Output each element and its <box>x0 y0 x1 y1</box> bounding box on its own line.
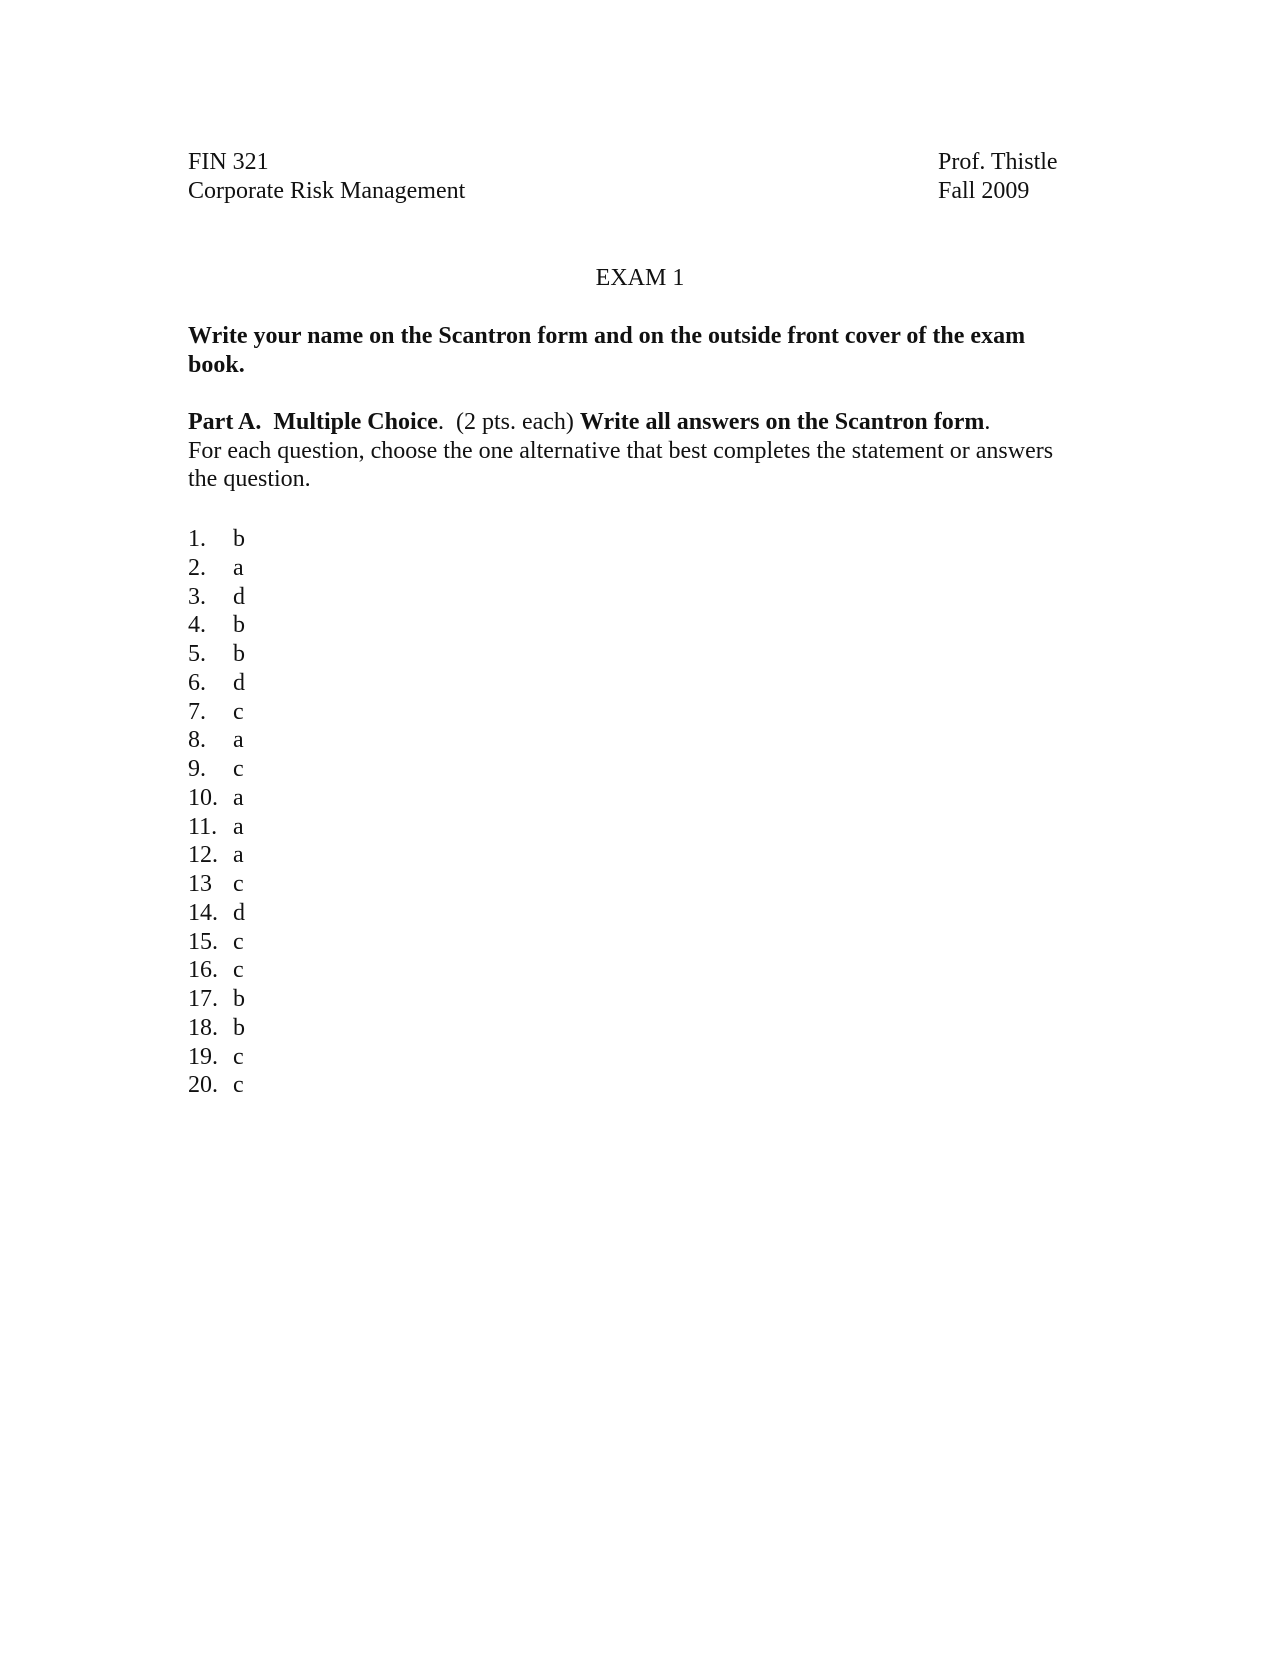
question-number: 10. <box>188 784 218 811</box>
part-a-subtitle: Multiple Choice <box>273 409 438 435</box>
question-number: 16. <box>188 957 218 984</box>
general-instruction: Write your name on the Scantron form and on the outside front cover of the exam book. <box>188 323 1026 378</box>
answer-row <box>188 813 245 842</box>
answer-row <box>188 698 245 727</box>
answer-row <box>188 525 245 554</box>
professor-name: Prof. Thistle <box>938 149 1058 175</box>
answer-letter: a <box>233 842 244 869</box>
answer-row <box>188 1071 245 1100</box>
question-number: 20. <box>188 1072 218 1099</box>
question-number: 19. <box>188 1043 218 1070</box>
question-number: 11. <box>188 813 218 840</box>
answer-row <box>188 870 245 899</box>
answer-row <box>188 1043 245 1072</box>
answer-letter: c <box>233 1043 244 1070</box>
part-a-subtitle-period: . <box>437 409 444 435</box>
answer-letter: d <box>233 583 245 610</box>
course-name: Corporate Risk Management <box>188 178 466 204</box>
answer-row <box>188 928 245 957</box>
answer-letter: c <box>233 871 244 897</box>
question-number: 18. <box>188 1014 218 1041</box>
question-number: 3. <box>188 583 206 610</box>
answer-letter: a <box>233 727 244 754</box>
answer-row <box>188 985 245 1014</box>
answer-letter: c <box>233 698 244 725</box>
question-number: 4. <box>188 612 206 639</box>
answer-letter: b <box>233 612 245 639</box>
header-left <box>188 148 465 206</box>
question-number: 17. <box>188 986 218 1012</box>
answer-row <box>188 583 245 612</box>
answer-letter: c <box>233 957 244 984</box>
question-number: 12. <box>188 842 218 869</box>
answer-row <box>188 611 245 640</box>
part-a-section <box>188 408 1088 494</box>
answer-letter: b <box>233 526 245 552</box>
question-number: 13 <box>188 871 212 897</box>
question-number: 14. <box>188 899 218 926</box>
answer-letter: c <box>233 1072 244 1099</box>
answer-row <box>188 899 245 928</box>
answer-list <box>188 525 245 1100</box>
answer-letter: b <box>233 1014 245 1041</box>
answer-row <box>188 554 245 583</box>
answer-row <box>188 640 245 669</box>
question-number: 7. <box>188 698 206 725</box>
question-number: 8. <box>188 727 206 754</box>
question-number: 15. <box>188 928 218 955</box>
answer-row <box>188 726 245 755</box>
answer-letter: b <box>233 986 245 1012</box>
answer-letter: c <box>233 756 244 782</box>
part-a-bold-instruction-period: . <box>984 409 991 435</box>
answer-letter: c <box>233 928 244 955</box>
exam-title: EXAM 1 <box>595 265 685 291</box>
answer-row <box>188 956 245 985</box>
answer-row <box>188 841 245 870</box>
question-number: 2. <box>188 554 206 581</box>
part-a-bold-instruction: Write all answers on the Scantron form <box>579 409 985 435</box>
term: Fall 2009 <box>938 178 1030 204</box>
part-a-points: (2 pts. each) <box>455 409 574 435</box>
header-right <box>938 148 1058 206</box>
question-number: 5. <box>188 641 206 667</box>
part-a-description: For each question, choose the one alternative that best completes the statement or answers the question. <box>188 437 1054 492</box>
answer-row <box>188 669 245 698</box>
answer-letter: d <box>233 899 245 926</box>
question-number: 6. <box>188 669 206 696</box>
question-number: 9. <box>188 756 206 782</box>
question-number: 1. <box>188 526 206 552</box>
answer-letter: a <box>233 813 244 840</box>
answer-letter: d <box>233 669 245 696</box>
course-code: FIN 321 <box>188 149 269 175</box>
answer-letter: a <box>233 554 244 581</box>
answer-row <box>188 755 245 784</box>
answer-letter: b <box>233 641 245 667</box>
answer-row <box>188 1014 245 1043</box>
answer-letter: a <box>233 784 244 811</box>
answer-row <box>188 784 245 813</box>
part-a-title: Part A. <box>188 409 262 435</box>
